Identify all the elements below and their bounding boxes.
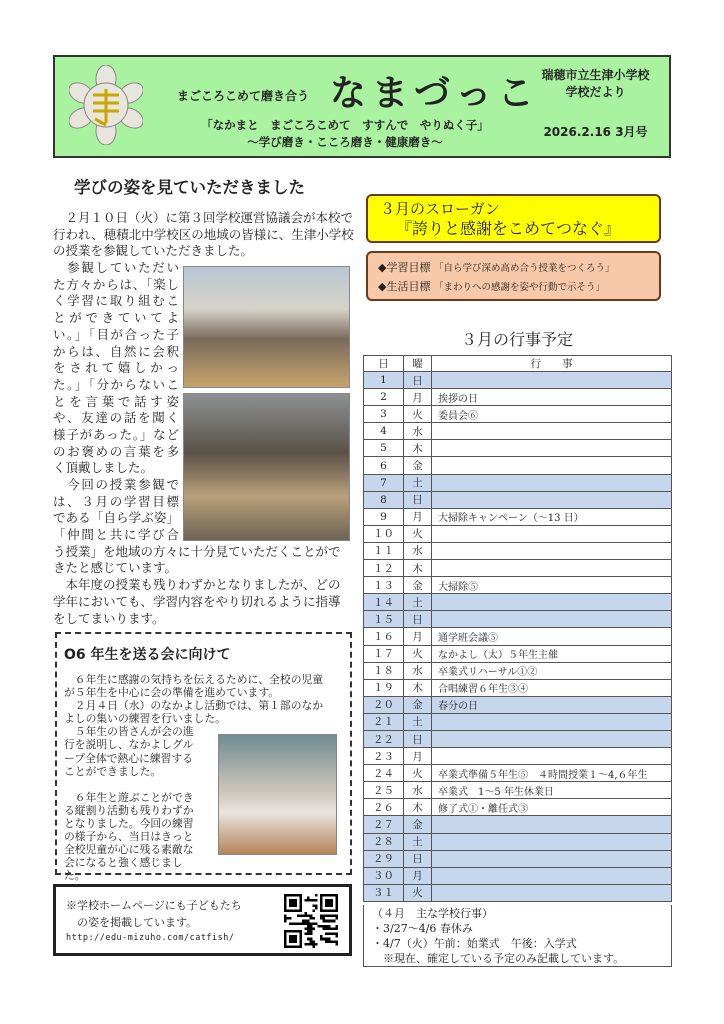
schedule-day: 2 bbox=[364, 389, 404, 406]
article-line: である「自ら学ぶ姿」 bbox=[53, 510, 179, 526]
classroom-photo-1 bbox=[183, 266, 350, 388]
article-line: は、３月の学習目標 bbox=[53, 493, 179, 509]
schedule-event bbox=[432, 440, 672, 457]
article-line: きたと感じています。 bbox=[53, 560, 178, 576]
schedule-event bbox=[432, 457, 672, 474]
schedule-weekday: 水 bbox=[404, 662, 432, 679]
schedule-weekday: 火 bbox=[404, 884, 432, 901]
schedule-day: ２６ bbox=[364, 799, 404, 816]
notice-line-1: ※学校ホームページにも子どもたち bbox=[66, 899, 242, 912]
schedule-event: 卒業式準備５年生⑤ ４時間授業１～4,６年生 bbox=[432, 765, 672, 782]
schedule-weekday: 月 bbox=[404, 867, 432, 884]
schedule-note: ※現在、確定している予定のみ記載しています。 bbox=[372, 952, 625, 965]
article-line: 学年においても、学習内容をやり切れるように指導 bbox=[53, 593, 341, 609]
send-off-line: ２月４日（水）のなかよし活動では、第１部のなか bbox=[64, 699, 324, 713]
schedule-notes bbox=[363, 905, 672, 967]
schedule-day: 8 bbox=[364, 491, 404, 508]
schedule-row bbox=[364, 782, 672, 799]
schedule-weekday: 日 bbox=[404, 730, 432, 747]
schedule-day: ３１ bbox=[364, 884, 404, 901]
schedule-day: ２２ bbox=[364, 730, 404, 747]
header-weekday: 曜 bbox=[404, 356, 432, 372]
schedule-event bbox=[432, 594, 672, 611]
issue-date: 2026.2.16 3月号 bbox=[543, 125, 648, 139]
schedule-day: 7 bbox=[364, 474, 404, 491]
schedule-day: １０ bbox=[364, 525, 404, 542]
send-off-line: 全校児童が心に残る素敵な bbox=[64, 843, 194, 857]
schedule-row bbox=[364, 491, 672, 508]
schedule-weekday: 日 bbox=[404, 491, 432, 508]
article-line: をされて嬉しかっ bbox=[53, 360, 179, 376]
schedule-row bbox=[364, 423, 672, 440]
send-off-line: る縦割り活動も残りわずか bbox=[64, 803, 194, 817]
school-name: 瑞穂市立生津小学校 bbox=[541, 68, 650, 82]
article-line: からは、自然に会釈 bbox=[53, 343, 179, 359]
send-off-line: よしの集いの練習を行いました。 bbox=[64, 712, 226, 726]
schedule-day: １２ bbox=[364, 560, 404, 577]
schedule-day: １５ bbox=[364, 611, 404, 628]
schedule-weekday: 火 bbox=[404, 765, 432, 782]
schedule-row bbox=[364, 816, 672, 833]
schedule-row bbox=[364, 833, 672, 850]
homepage-notice bbox=[53, 884, 352, 956]
notice-line-2: の姿を掲載しています。 bbox=[66, 916, 198, 929]
schedule-event bbox=[432, 372, 672, 389]
send-off-line: た。 bbox=[64, 869, 86, 883]
schedule-row bbox=[364, 765, 672, 782]
send-off-line: となりました。今回の練習 bbox=[64, 817, 194, 831]
article-line: た。」「分からないこ bbox=[53, 376, 179, 392]
schedule-event bbox=[432, 560, 672, 577]
schedule-row bbox=[364, 525, 672, 542]
schedule-day: 1 bbox=[364, 372, 404, 389]
school-goal-text: 「なかまと まごころこめて すすんで やりぬく子」 bbox=[201, 118, 489, 132]
schedule-event: 卒業式 1～5 年生休業日 bbox=[432, 782, 672, 799]
slogan-box bbox=[366, 194, 661, 243]
send-off-line: の様子から、当日はきっと bbox=[64, 830, 194, 844]
homepage-url[interactable]: http://edu-mizuho.com/catfish/ bbox=[66, 933, 235, 943]
schedule-row bbox=[364, 577, 672, 594]
schedule-note: ・3/27～4/6 春休み bbox=[372, 922, 473, 935]
schedule-event: 卒業式リハーサル①② bbox=[432, 662, 672, 679]
schedule-day: ２３ bbox=[364, 748, 404, 765]
schedule-row bbox=[364, 730, 672, 747]
schedule-weekday: 月 bbox=[404, 628, 432, 645]
schedule-table bbox=[363, 355, 672, 902]
schedule-row bbox=[364, 850, 672, 867]
schedule-row bbox=[364, 389, 672, 406]
header-event: 行 事 bbox=[432, 356, 672, 372]
article-line: く学習に取り組むこ bbox=[53, 293, 179, 309]
article-line: 様子があった。」など bbox=[53, 426, 179, 442]
schedule-day: ２８ bbox=[364, 833, 404, 850]
schedule-note: ・4/7（火）午前：始業式 午後：入学式 bbox=[372, 937, 577, 950]
schedule-weekday: 土 bbox=[404, 713, 432, 730]
schedule-event bbox=[432, 884, 672, 901]
schedule-weekday: 月 bbox=[404, 748, 432, 765]
schedule-day: 5 bbox=[364, 440, 404, 457]
article-line: とができていてよ bbox=[53, 310, 179, 326]
schedule-day: ２９ bbox=[364, 850, 404, 867]
schedule-day: ２４ bbox=[364, 765, 404, 782]
schedule-day: １６ bbox=[364, 628, 404, 645]
learning-goal bbox=[378, 259, 659, 278]
schedule-weekday: 金 bbox=[404, 696, 432, 713]
schedule-event: 大掃除キャンペーン（～13 日） bbox=[432, 508, 672, 525]
article-line: い。」「目が合った子 bbox=[53, 326, 179, 342]
schedule-row bbox=[364, 867, 672, 884]
schedule-row bbox=[364, 457, 672, 474]
schedule-weekday: 水 bbox=[404, 423, 432, 440]
schedule-header-row bbox=[364, 356, 672, 372]
send-off-line: ープ全体で熱心に練習する bbox=[64, 751, 194, 765]
schedule-event bbox=[432, 867, 672, 884]
schedule-title: ３月の行事予定 bbox=[460, 330, 573, 349]
schedule-weekday: 水 bbox=[404, 782, 432, 799]
schedule-weekday: 土 bbox=[404, 833, 432, 850]
slogan-text: 『誇りと感謝をこめてつなぐ』 bbox=[396, 219, 621, 238]
article-line: う授業」を地域の方々に十分見ていただくことがで bbox=[53, 543, 341, 559]
send-off-line: ことができました。 bbox=[64, 764, 162, 778]
schedule-row bbox=[364, 696, 672, 713]
classroom-photo-2 bbox=[183, 393, 350, 541]
schedule-event bbox=[432, 850, 672, 867]
schedule-row bbox=[364, 645, 672, 662]
schedule-row bbox=[364, 799, 672, 816]
goal-text: 「自ら学び深め高め合う授業をつくろう」 bbox=[433, 263, 615, 274]
schedule-event bbox=[432, 474, 672, 491]
school-goal bbox=[175, 117, 515, 151]
masthead bbox=[53, 55, 671, 158]
article-line: た方々からは、「楽し bbox=[53, 276, 179, 292]
schedule-weekday: 火 bbox=[404, 406, 432, 423]
schedule-row bbox=[364, 372, 672, 389]
article-line: 参観していただい bbox=[53, 260, 179, 276]
article-line: をしてまいります。 bbox=[53, 610, 165, 626]
schedule-row bbox=[364, 440, 672, 457]
schedule-day: 6 bbox=[364, 457, 404, 474]
qr-code-icon[interactable] bbox=[284, 894, 338, 948]
life-goal bbox=[378, 278, 659, 297]
schedule-weekday: 木 bbox=[404, 679, 432, 696]
schedule-row bbox=[364, 611, 672, 628]
schedule-day: 3 bbox=[364, 406, 404, 423]
schedule-event bbox=[432, 611, 672, 628]
schedule-event: 春分の日 bbox=[432, 696, 672, 713]
schedule-row bbox=[364, 679, 672, 696]
schedule-row bbox=[364, 884, 672, 901]
schedule-weekday: 日 bbox=[404, 611, 432, 628]
schedule-day: １１ bbox=[364, 542, 404, 559]
article-line: のお褒めの言葉を多 bbox=[53, 443, 179, 459]
schedule-event bbox=[432, 713, 672, 730]
motto: まごころこめて磨き合う bbox=[177, 89, 310, 103]
schedule-event: 委員会⑥ bbox=[432, 406, 672, 423]
school-info bbox=[533, 67, 658, 101]
schedule-weekday: 木 bbox=[404, 440, 432, 457]
schedule-weekday: 金 bbox=[404, 457, 432, 474]
schedule-event bbox=[432, 491, 672, 508]
schedule-weekday: 火 bbox=[404, 645, 432, 662]
schedule-weekday: 木 bbox=[404, 799, 432, 816]
article-line: く頂戴しました。 bbox=[53, 460, 154, 476]
send-off-line: 行を説明し、なかよしグル bbox=[64, 738, 194, 752]
schedule-row bbox=[364, 713, 672, 730]
schedule-event bbox=[432, 748, 672, 765]
schedule-day: １３ bbox=[364, 577, 404, 594]
send-off-line: ６年生に感謝の気持ちを伝えるために、全校の児童 bbox=[64, 673, 324, 686]
article-line: 行われ、穂積北中学校区の地域の皆様に、生津小学校 bbox=[53, 226, 354, 242]
goal-text: 「まわりへの感謝を姿や行動で示そう」 bbox=[433, 282, 605, 293]
schedule-event bbox=[432, 542, 672, 559]
schedule-day: １４ bbox=[364, 594, 404, 611]
schedule-row bbox=[364, 508, 672, 525]
send-off-line: ５年生の皆さんが会の進 bbox=[64, 725, 194, 739]
schedule-day: ３０ bbox=[364, 867, 404, 884]
newsletter-title: なまづっこ bbox=[330, 73, 540, 114]
newsletter-type: 学校だより bbox=[565, 85, 626, 99]
schedule-event bbox=[432, 816, 672, 833]
schedule-row bbox=[364, 474, 672, 491]
goal-label: ◆学習目標 bbox=[378, 261, 431, 274]
school-goal-sub: ～学び磨き・こころ磨き・健康磨き～ bbox=[247, 135, 443, 149]
schedule-note: （４月 主な学校行事） bbox=[372, 907, 493, 920]
schedule-event: 修了式①・離任式③ bbox=[432, 799, 672, 816]
schedule-weekday: 木 bbox=[404, 560, 432, 577]
schedule-day: １７ bbox=[364, 645, 404, 662]
article-line: の授業を参観していただきました。 bbox=[53, 243, 254, 259]
schedule-weekday: 火 bbox=[404, 525, 432, 542]
schedule-day: 9 bbox=[364, 508, 404, 525]
schedule-event bbox=[432, 730, 672, 747]
schedule-event: 大掃除⑤ bbox=[432, 577, 672, 594]
school-emblem-icon bbox=[69, 65, 143, 145]
schedule-event bbox=[432, 833, 672, 850]
schedule-weekday: 金 bbox=[404, 816, 432, 833]
schedule-event: 通学班会議⑤ bbox=[432, 628, 672, 645]
header-day: 日 bbox=[364, 356, 404, 372]
schedule-day: 4 bbox=[364, 423, 404, 440]
schedule-day: １８ bbox=[364, 662, 404, 679]
article-line: 本年度の授業も残りわずかとなりましたが、どの bbox=[53, 577, 341, 593]
schedule-day: ２１ bbox=[364, 713, 404, 730]
send-off-line bbox=[64, 778, 214, 791]
send-off-line: が５年生を中心に会の準備を進めています。 bbox=[64, 686, 280, 700]
schedule-day: ２７ bbox=[364, 816, 404, 833]
schedule-day: ２０ bbox=[364, 696, 404, 713]
schedule-row bbox=[364, 748, 672, 765]
schedule-row bbox=[364, 406, 672, 423]
schedule-event: 合唱練習６年生③④ bbox=[432, 679, 672, 696]
article-title: 学びの姿を見ていただきました bbox=[74, 178, 305, 197]
schedule-row bbox=[364, 628, 672, 645]
schedule-event bbox=[432, 525, 672, 542]
send-off-line: 会になると強く感じまし bbox=[64, 856, 183, 870]
schedule-event: なかよし（太）５年生主催 bbox=[432, 645, 672, 662]
article-line: 今回の授業参観で bbox=[53, 477, 179, 492]
schedule-row bbox=[364, 560, 672, 577]
schedule-day: ２５ bbox=[364, 782, 404, 799]
schedule-weekday: 日 bbox=[404, 850, 432, 867]
schedule-weekday: 土 bbox=[404, 474, 432, 491]
schedule-weekday: 金 bbox=[404, 577, 432, 594]
schedule-row bbox=[364, 594, 672, 611]
article-line: とを言葉で話す姿 bbox=[53, 393, 179, 409]
schedule-row bbox=[364, 662, 672, 679]
schedule-event: 挨拶の日 bbox=[432, 389, 672, 406]
schedule-weekday: 月 bbox=[404, 508, 432, 525]
schedule-row bbox=[364, 542, 672, 559]
schedule-weekday: 月 bbox=[404, 389, 432, 406]
monthly-goals bbox=[366, 251, 661, 301]
schedule-weekday: 日 bbox=[404, 372, 432, 389]
send-off-title: O6 年生を送る会に向けて bbox=[64, 647, 231, 663]
slogan-label: ３月のスローガン bbox=[380, 200, 500, 218]
schedule-day: １９ bbox=[364, 679, 404, 696]
schedule-event bbox=[432, 423, 672, 440]
practice-photo bbox=[218, 734, 337, 855]
article-line: ２月１０日（火）に第３回学校運営協議会が本校で bbox=[53, 210, 354, 225]
goal-label: ◆生活目標 bbox=[378, 280, 431, 293]
schedule-weekday: 水 bbox=[404, 542, 432, 559]
article-line: や、友達の話を聞く bbox=[53, 410, 179, 426]
send-off-line: ６年生と遊ぶことができ bbox=[64, 790, 194, 804]
article-line: 「仲間と共に学び合 bbox=[53, 527, 179, 543]
schedule-weekday: 土 bbox=[404, 594, 432, 611]
